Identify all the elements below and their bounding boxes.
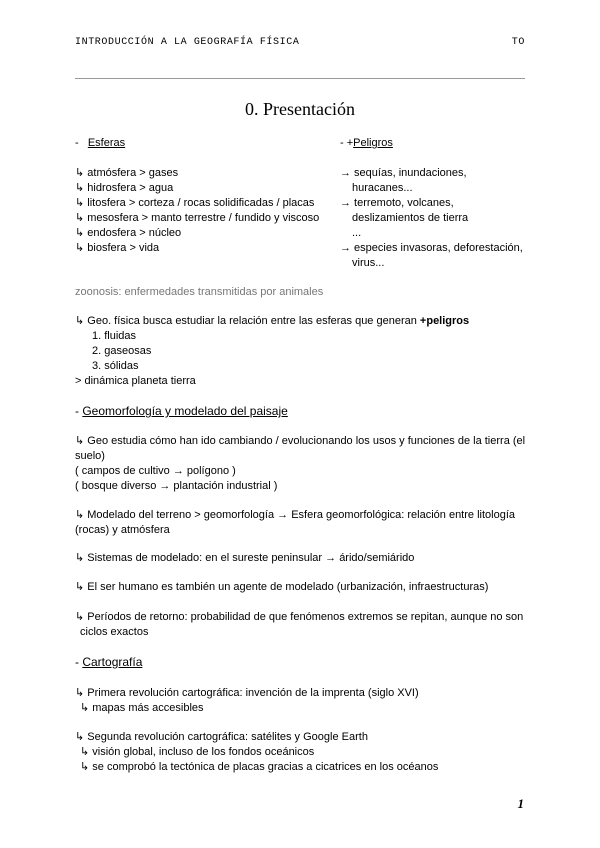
geomorfologia-text: ↳ Sistemas de modelado: en el sureste peninsular → árido/semiárido — [75, 552, 415, 564]
geo-fisica-text: ↳ Geo. física busca estudiar la relación entre las esferas que generan — [75, 315, 420, 327]
cartografia-dash: - — [75, 655, 79, 669]
peligros-line: virus... — [352, 257, 385, 269]
cartografia-text: ↳ se comprobó la tectónica de placas gracias a cicatrices en los océanos — [80, 761, 439, 773]
cartografia-text: ↳ Primera revolución cartográfica: invención de la imprenta (siglo XVI) — [75, 687, 419, 699]
peligros-line: deslizamientos de tierra — [352, 212, 469, 224]
geomorfologia-heading — [75, 404, 288, 419]
peligros-line: ... — [352, 227, 362, 239]
geo-fisica-line — [75, 314, 469, 329]
geo-list-item: 2. gaseosas — [92, 345, 152, 357]
esferas-item: ↳ atmósfera > gases — [75, 167, 179, 179]
esferas-item: ↳ litosfera > corteza / rocas solidificadas / placas — [75, 197, 315, 209]
geomorfologia-text: ( bosque diverso → plantación industrial ) — [75, 480, 278, 492]
geomorfologia-text: ↳ El ser humano es también un agente de modelado (urbanización, infraestructuras) — [75, 581, 489, 593]
cartografia-text: ↳ mapas más accesibles — [80, 702, 204, 714]
header-course-title: INTRODUCCIÓN A LA GEOGRAFÍA FÍSICA — [75, 37, 300, 48]
esferas-dash: - — [75, 137, 79, 149]
zoonosis-note: zoonosis: enfermedades transmitidas por animales — [75, 286, 324, 298]
geomorfologia-text: ↳ Modelado del terreno > geomorfología → Esfera geomorfológica: relación entre litología — [75, 509, 515, 521]
peligros-line: → especies invasoras, deforestación, — [340, 242, 523, 254]
header-initials: TO — [511, 37, 525, 48]
page-number: 1 — [517, 796, 524, 811]
cartografia-text: ↳ Segunda revolución cartográfica: satélites y Google Earth — [75, 731, 368, 743]
cartografia-heading-text: Cartografía — [82, 655, 143, 669]
peligros-heading-text: Peligros — [353, 137, 393, 149]
geomorfologia-text: ↳ Geo estudia cómo han ido cambiando / evolucionando los usos y funciones de la tierra (el — [75, 435, 526, 447]
esferas-item: ↳ hidrosfera > agua — [75, 182, 174, 194]
geomorfologia-dash: - — [75, 404, 79, 418]
peligros-prefix: - + — [340, 137, 354, 149]
esferas-heading-text: Esferas — [87, 137, 126, 149]
page-header — [75, 37, 525, 51]
peligros-line: → terremoto, volcanes, — [340, 197, 454, 209]
esferas-item: ↳ biosfera > vida — [75, 242, 160, 254]
geomorfologia-text: suelo) — [75, 450, 105, 462]
geomorfologia-heading-text: Geomorfología y modelado del paisaje — [82, 404, 288, 418]
geomorfologia-text: ( campos de cultivo → polígono ) — [75, 465, 236, 477]
peligros-line: huracanes... — [352, 182, 413, 194]
header-divider — [75, 78, 525, 79]
esferas-item: ↳ endosfera > núcleo — [75, 227, 182, 239]
peligros-line: → sequías, inundaciones, — [340, 167, 467, 179]
cartografia-text: ↳ visión global, incluso de los fondos oceánicos — [80, 746, 315, 758]
geomorfologia-text: ciclos exactos — [80, 626, 149, 638]
geomorfologia-text: ↳ Períodos de retorno: probabilidad de que fenómenos extremos se repitan, aunque no son — [75, 611, 524, 623]
geo-dinamica: > dinámica planeta tierra — [75, 375, 196, 387]
geo-list-item: 1. fluidas — [92, 330, 137, 342]
geo-list-item: 3. sólidas — [92, 360, 139, 372]
cartografia-heading — [75, 655, 142, 670]
peligros-heading — [340, 136, 393, 151]
esferas-heading — [75, 136, 125, 151]
page-title: 0. Presentación — [245, 99, 355, 119]
geo-fisica-bold: +peligros — [419, 315, 470, 327]
geomorfologia-text: (rocas) y atmósfera — [75, 524, 170, 536]
esferas-item: ↳ mesosfera > manto terrestre / fundido y viscoso — [75, 212, 320, 224]
